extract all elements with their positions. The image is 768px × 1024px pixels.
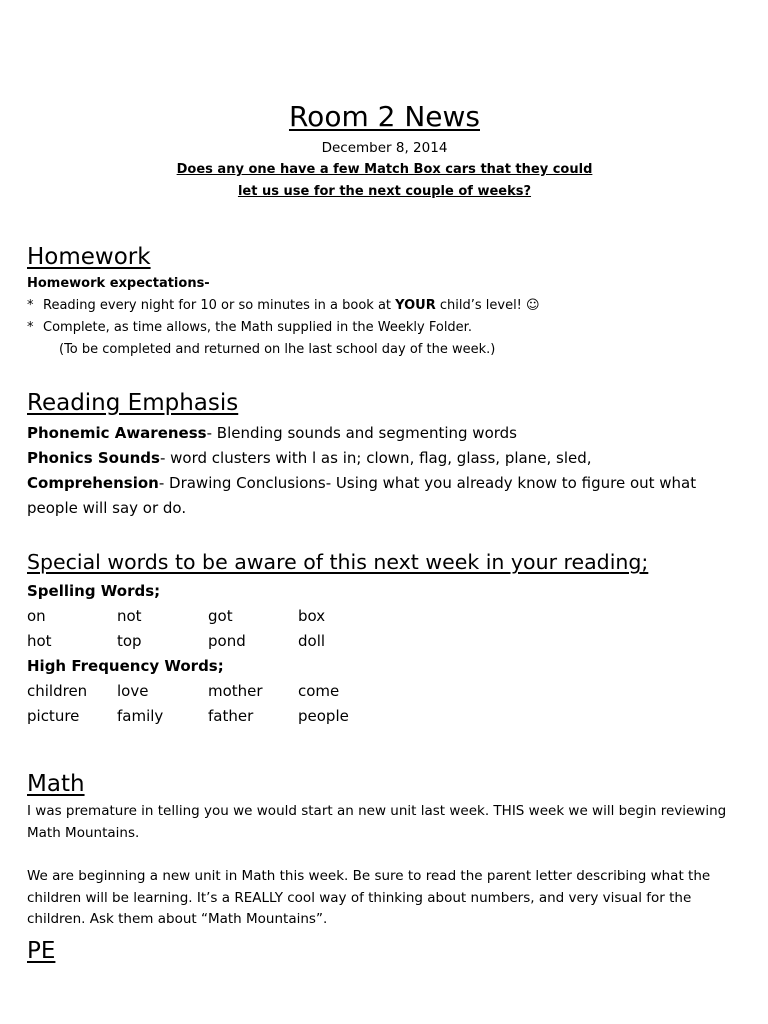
reading-text-comprehension: - Drawing Conclusions- Using what you already know to figure out what xyxy=(158,474,697,492)
homework-heading: Homework xyxy=(27,244,151,270)
word-cell: box xyxy=(298,607,326,625)
math-heading: Math xyxy=(27,771,85,797)
newsletter-date: December 8, 2014 xyxy=(321,140,448,156)
request-line-1: Does any one have a few Match Box cars that they could xyxy=(176,162,593,177)
reading-text-phonics: - word clusters with l as in; clown, flag, glass, plane, sled, xyxy=(159,449,592,467)
reading-line-phonemic xyxy=(27,421,517,446)
word-cell: family xyxy=(117,707,164,725)
word-cell: love xyxy=(117,682,149,700)
homework-subheading: Homework expectations- xyxy=(27,276,210,291)
page-title: Room 2 News xyxy=(288,100,480,133)
reading-text-phonemic: - Blending sounds and segmenting words xyxy=(206,424,517,442)
word-cell: children xyxy=(27,682,88,700)
word-cell: pond xyxy=(208,632,246,650)
word-cell: not xyxy=(117,607,142,625)
math-paragraph-2: We are beginning a new unit in Math this week. Be sure to read the parent letter describing what the children will be learning. It’s a REALLY cool way of thinking about numbers, and very visual for the children. Ask them about “Math Mountains”. xyxy=(27,868,711,927)
reading-line-comprehension-cont: people will say or do. xyxy=(27,499,187,517)
word-cell: picture xyxy=(27,707,80,725)
homework-item-reading-emphasis: YOUR xyxy=(395,298,436,313)
request-line-2: let us use for the next couple of weeks? xyxy=(237,184,532,199)
reading-label-phonics: Phonics Sounds xyxy=(27,449,160,467)
homework-item-math-note: (To be completed and returned on lhe last school day of the week.) xyxy=(59,342,496,357)
special-words-heading: Special words to be aware of this next week in your reading; xyxy=(27,550,649,574)
pe-heading: PE xyxy=(27,938,56,964)
homework-item-math xyxy=(27,317,472,339)
math-paragraph-1: I was premature in telling you we would start an new unit last week. THIS week we will begin reviewing Math Mountains. xyxy=(27,803,727,841)
homework-item-reading xyxy=(27,295,540,317)
word-cell: mother xyxy=(208,682,263,700)
high-frequency-words-label: High Frequency Words; xyxy=(27,657,224,675)
word-cell: come xyxy=(298,682,340,700)
bullet-marker: * xyxy=(27,298,34,313)
homework-item-math-text: Complete, as time allows, the Math supplied in the Weekly Folder. xyxy=(43,320,472,335)
homework-item-reading-pre: Reading every night for 10 or so minutes in a book at xyxy=(43,298,396,313)
reading-line-comprehension xyxy=(27,471,696,496)
spelling-words-label: Spelling Words; xyxy=(27,582,161,600)
reading-label-comprehension: Comprehension xyxy=(27,474,159,492)
word-cell: on xyxy=(27,607,46,625)
reading-heading: Reading Emphasis xyxy=(27,390,239,416)
word-cell: got xyxy=(208,607,233,625)
homework-item-reading-post: child’s level! ☺ xyxy=(435,298,540,313)
word-cell: hot xyxy=(27,632,52,650)
bullet-marker: * xyxy=(27,320,34,335)
reading-line-phonics xyxy=(27,446,592,471)
word-cell: doll xyxy=(298,632,326,650)
word-cell: father xyxy=(208,707,254,725)
word-cell: top xyxy=(117,632,142,650)
word-cell: people xyxy=(298,707,349,725)
reading-label-phonemic: Phonemic Awareness xyxy=(27,424,207,442)
